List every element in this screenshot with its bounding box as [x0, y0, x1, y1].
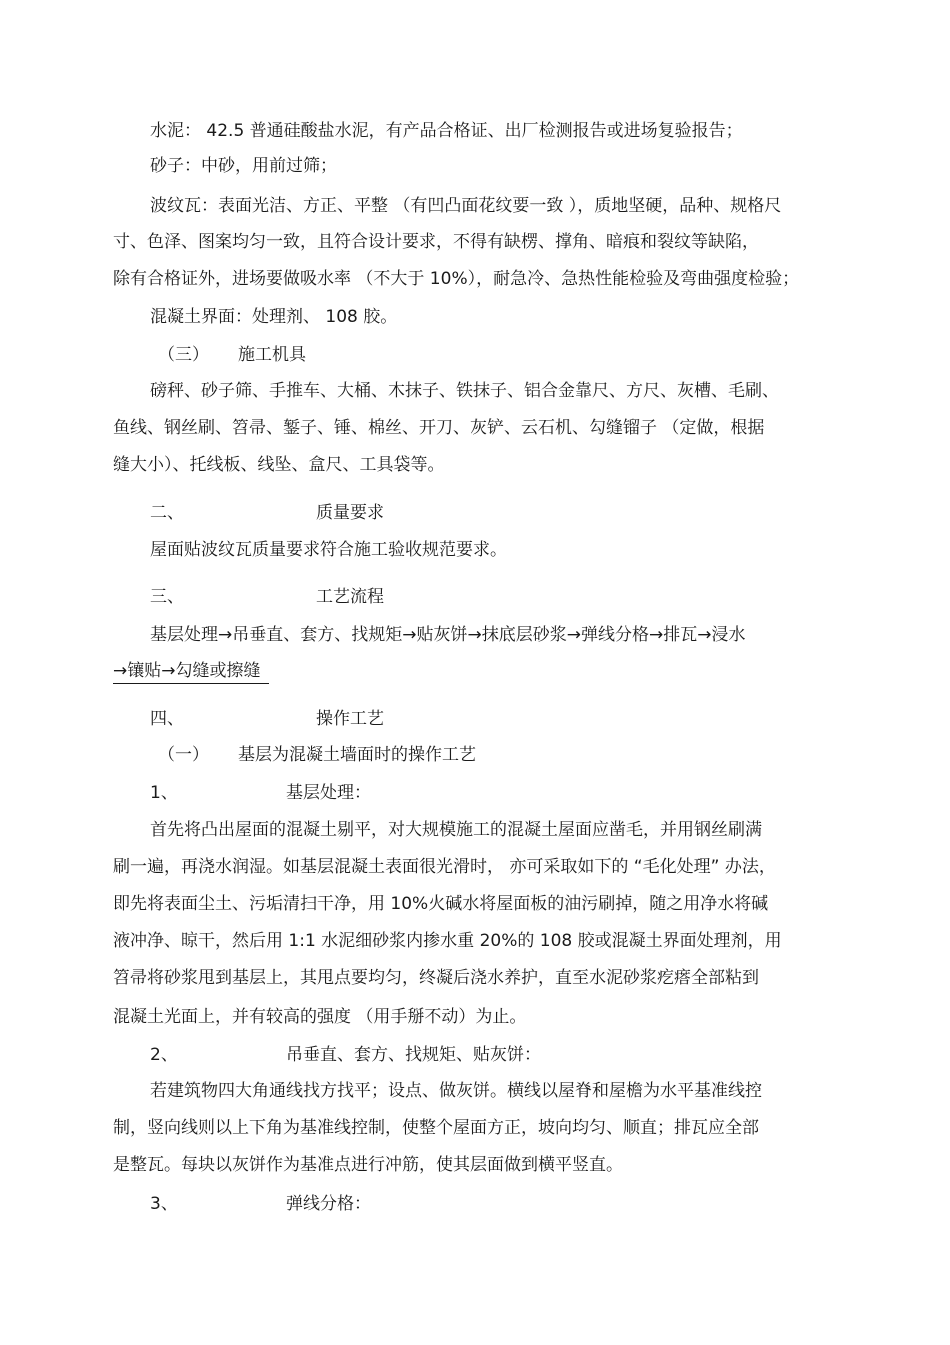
operation-section-title: 操作工艺 — [316, 709, 384, 729]
operation-subsection-title: 基层为混凝土墙面时的操作工艺 — [238, 745, 476, 765]
step-1-title: 基层处理： — [286, 783, 371, 803]
process-section-title: 工艺流程 — [316, 587, 384, 607]
process-section-number: 三、 — [150, 587, 184, 607]
quality-section-title: 质量要求 — [316, 503, 384, 523]
quality-body: 屋面贴波纹瓦质量要求符合施工验收规范要求。 — [150, 540, 507, 560]
step-1-line-1: 首先将凸出屋面的混凝土剔平，对大规模施工的混凝土屋面应凿毛，并用钢丝刷满 — [150, 820, 762, 840]
tile-spec-line-2: 寸、色泽、图案均匀一致，且符合设计要求，不得有缺楞、撑角、暗痕和裂纹等缺陷， — [113, 232, 759, 252]
tools-section-title: 施工机具 — [238, 345, 306, 365]
sand-spec: 砂子：中砂，用前过筛； — [150, 156, 337, 176]
tile-spec-line-3: 除有合格证外，进场要做吸水率 （不大于 10%），耐急冷、急热性能检验及弯曲强度检验； — [113, 269, 800, 289]
tools-list-line-3: 缝大小）、托线板、线坠、盒尺、工具袋等。 — [113, 455, 445, 475]
operation-section-number: 四、 — [150, 709, 184, 729]
step-3-number: 3、 — [150, 1194, 178, 1214]
process-flow-line-2-wrap — [113, 660, 269, 682]
cement-spec: 水泥： 42.5 普通硅酸盐水泥，有产品合格证、出厂检测报告或进场复验报告； — [150, 121, 743, 141]
step-2-number: 2、 — [150, 1045, 178, 1065]
step-1-line-3: 即先将表面尘土、污垢清扫干净，用 10%火碱水将屋面板的油污刷掉，随之用净水将碱 — [113, 894, 769, 914]
process-flow-line-1: 基层处理→吊垂直、套方、找规矩→贴灰饼→抹底层砂浆→弹线分格→排瓦→浸水 — [150, 625, 746, 645]
interface-spec: 混凝土界面：处理剂、 108 胶。 — [150, 307, 398, 327]
operation-subsection-number: （一） — [158, 745, 209, 765]
tools-section-number: （三） — [158, 345, 209, 365]
step-3-title: 弹线分格： — [286, 1194, 371, 1214]
step-1-line-6: 混凝土光面上，并有较高的强度 （用手掰不动）为止。 — [113, 1007, 527, 1027]
step-2-line-1: 若建筑物四大角通线找方找平；设点、做灰饼。横线以屋脊和屋檐为水平基准线控 — [150, 1081, 762, 1101]
step-1-number: 1、 — [150, 783, 178, 803]
step-1-line-2: 刷一遍，再浇水润湿。如基层混凝土表面很光滑时， 亦可采取如下的 “毛化处理” 办法， — [113, 857, 776, 877]
step-2-line-2: 制，竖向线则以上下角为基准线控制，使整个屋面方正，坡向均匀、顺直；排瓦应全部 — [113, 1118, 759, 1138]
step-2-title: 吊垂直、套方、找规矩、贴灰饼： — [286, 1045, 541, 1065]
step-1-line-4: 液冲净、晾干，然后用 1:1 水泥细砂浆内掺水重 20%的 108 胶或混凝土界面处理剂，用 — [113, 931, 782, 951]
tile-spec-line-1: 波纹瓦：表面光洁、方正、平整 （有凹凸面花纹要一致 ），质地坚硬，品种、规格尺 — [150, 196, 782, 216]
step-2-line-3: 是整瓦。每块以灰饼作为基准点进行冲筋，使其层面做到横平竖直。 — [113, 1155, 623, 1175]
quality-section-number: 二、 — [150, 503, 184, 523]
tools-list-line-1: 磅秤、砂子筛、手推车、大桶、木抹子、铁抹子、铝合金靠尺、方尺、灰槽、毛刷、 — [150, 381, 779, 401]
step-1-line-5: 笤帚将砂浆甩到基层上，其甩点要均匀，终凝后浇水养护，直至水泥砂浆疙瘩全部粘到 — [113, 968, 759, 988]
process-flow-line-2: →镶贴→勾缝或擦缝 — [113, 661, 269, 684]
tools-list-line-2: 鱼线、钢丝刷、笤帚、錾子、锤、棉丝、开刀、灰铲、云石机、勾缝镏子 （定做，根据 — [113, 418, 765, 438]
